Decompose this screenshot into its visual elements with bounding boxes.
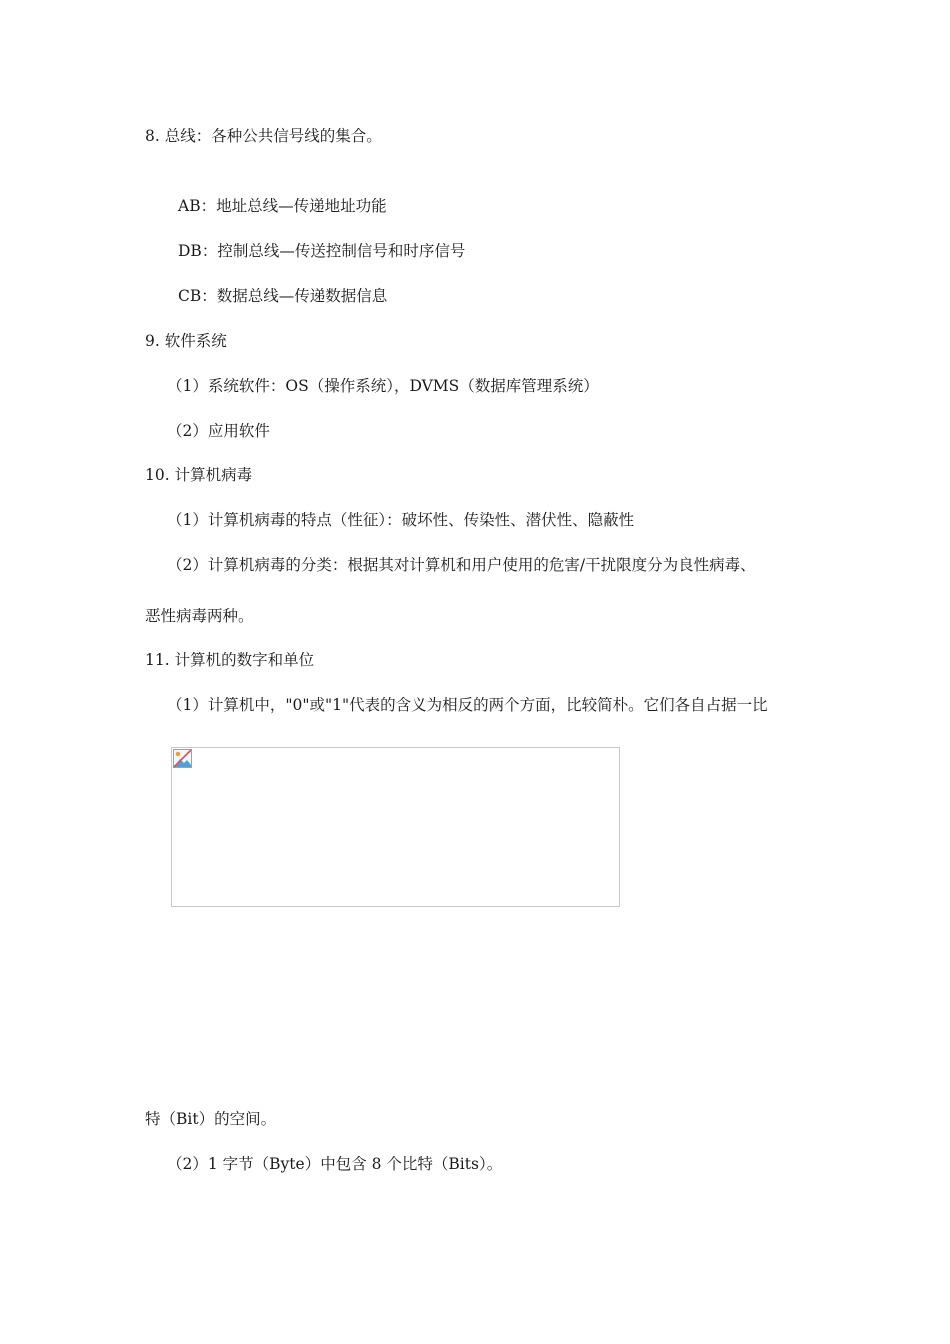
list-item-binary-meaning: （1）计算机中，"0"或"1"代表的含义为相反的两个方面，比较简朴。它们各自占据一比 — [167, 696, 768, 714]
list-item-virus-classification: （2）计算机病毒的分类：根据其对计算机和用户使用的危害/干扰限度分为良性病毒、 — [167, 556, 756, 574]
list-item-virus-features: （1）计算机病毒的特点（性征）：破坏性、传染性、潜伏性、隐蔽性 — [167, 511, 635, 529]
list-item-cb: CB：数据总线—传递数据信息 — [178, 287, 388, 305]
section-9-heading: 9. 软件系统 — [145, 332, 227, 350]
list-item-system-software: （1）系统软件：OS（操作系统），DVMS（数据库管理系统） — [167, 377, 599, 395]
section-8-heading: 8. 总线：各种公共信号线的集合。 — [145, 127, 382, 145]
section-11-heading: 11. 计算机的数字和单位 — [145, 651, 315, 669]
list-item-db: DB：控制总线—传送控制信号和时序信号 — [178, 242, 466, 260]
list-item-application-software: （2）应用软件 — [167, 422, 270, 440]
section-10-heading: 10. 计算机病毒 — [145, 466, 253, 484]
list-item-virus-classification-cont: 恶性病毒两种。 — [145, 607, 254, 625]
list-item-byte-bits: （2）1 字节（Byte）中包含 8 个比特（Bits）。 — [167, 1155, 503, 1173]
list-item-binary-meaning-cont: 特（Bit）的空间。 — [145, 1110, 277, 1128]
broken-image-icon — [173, 749, 192, 768]
image-placeholder — [171, 747, 620, 907]
list-item-ab: AB：地址总线—传递地址功能 — [178, 197, 387, 215]
